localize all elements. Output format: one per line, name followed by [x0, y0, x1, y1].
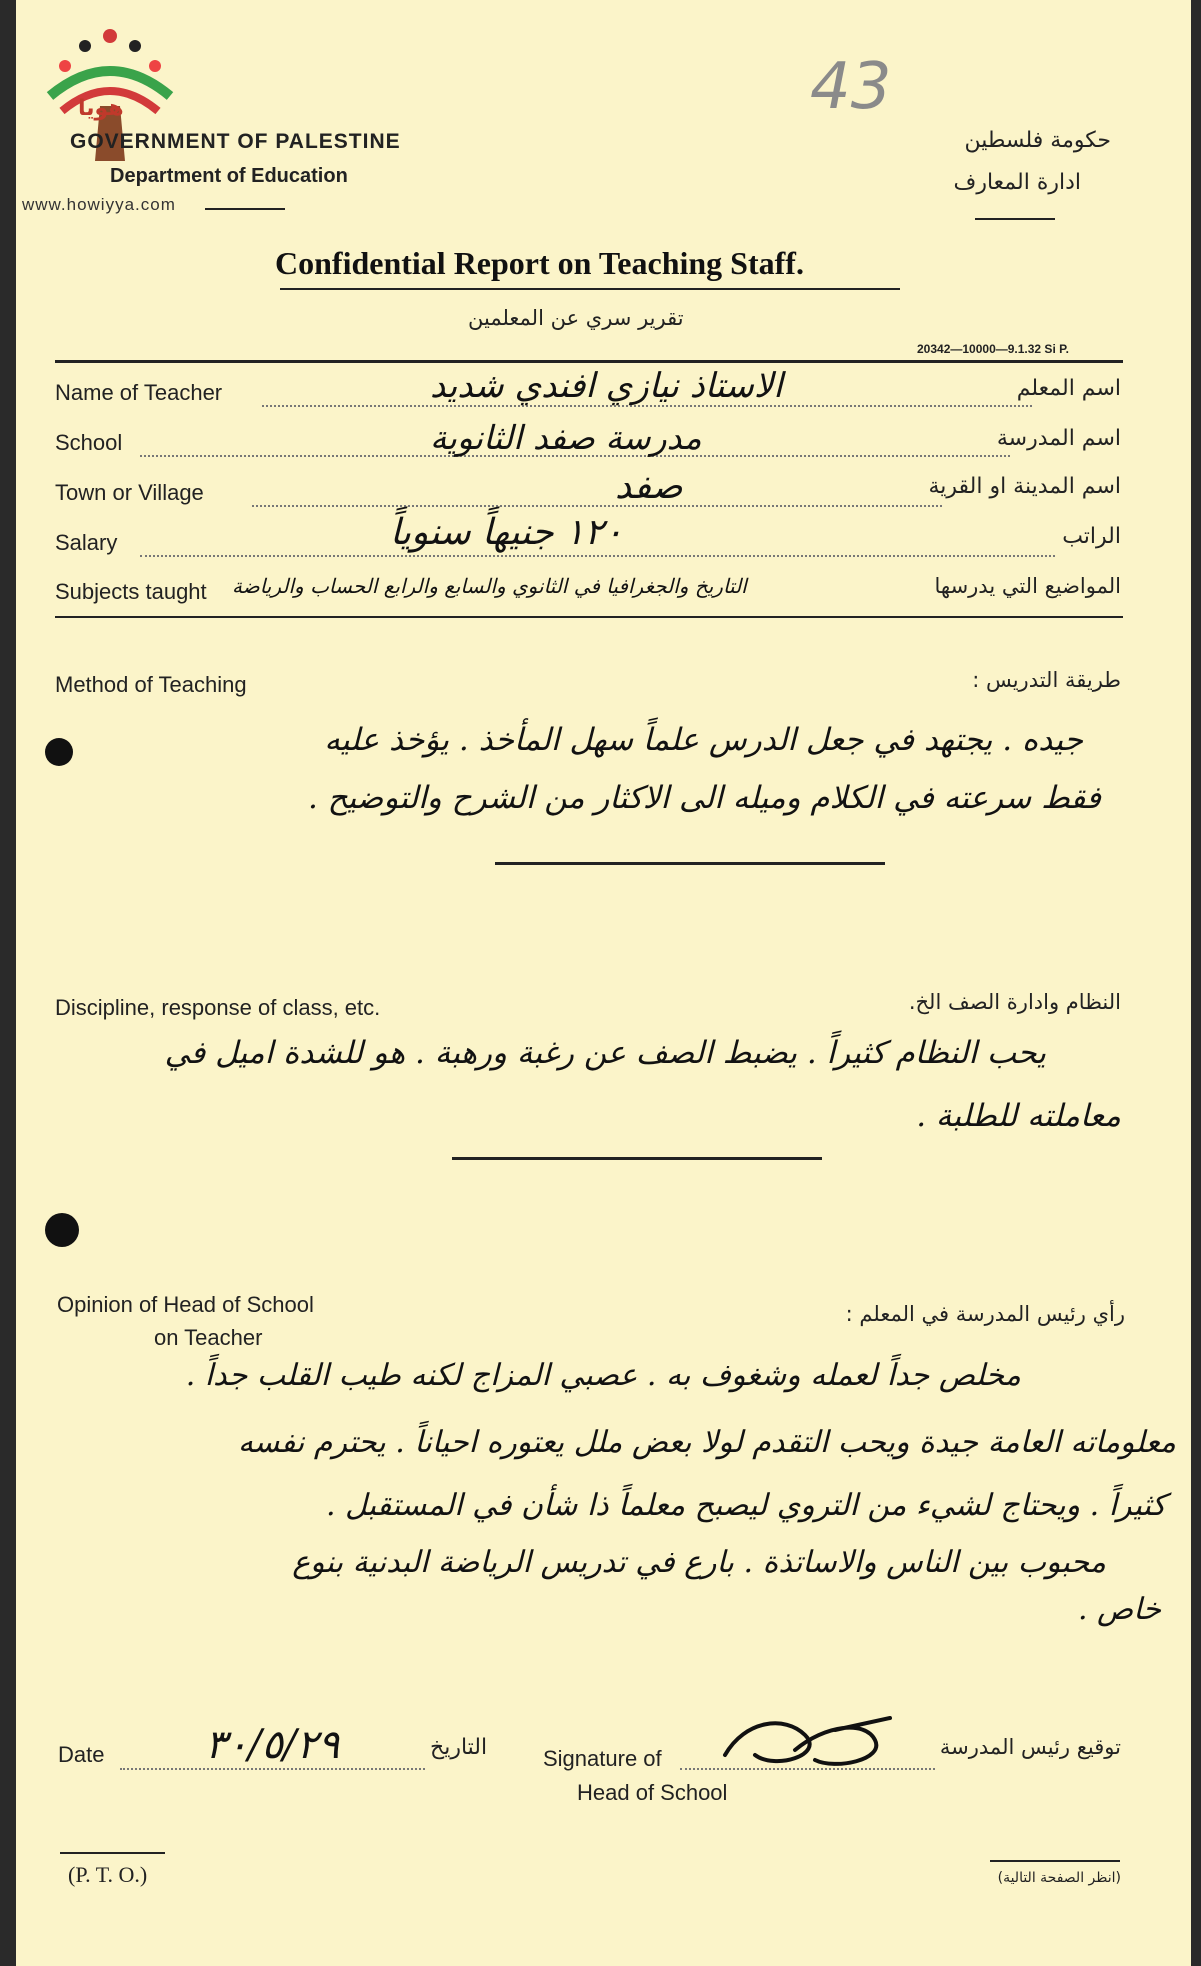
- method-line-1: جيده . يجتهد في جعل الدرس علماً سهل المأخذ . يؤخذ عليه: [324, 722, 1083, 758]
- opinion-line-5: خاص .: [1077, 1592, 1161, 1627]
- teacher-name-value: الاستاذ نيازي افندي شديد: [430, 366, 783, 406]
- opinion-label-ar: رأي رئيس المدرسة في المعلم :: [845, 1302, 1125, 1326]
- discipline-line-2: معاملته للطلبة .: [916, 1098, 1121, 1134]
- town-dots: [252, 505, 942, 507]
- fields-rule: [55, 616, 1123, 618]
- date-value: ٣٠/٥/٢٩: [205, 1722, 340, 1768]
- pto-label-ar: (انظر الصفحة التالية): [997, 1870, 1121, 1886]
- footer-rule-right: [990, 1860, 1120, 1862]
- header-rule-right: [975, 218, 1055, 220]
- date-label: Date: [58, 1742, 105, 1767]
- teacher-name-label-ar: اسم المعلم: [1016, 376, 1121, 401]
- discipline-line-1: يحب النظام كثيراً . يضبط الصف عن رغبة ورهبة . هو للشدة اميل في: [164, 1035, 1046, 1071]
- opinion-line-2: معلوماته العامة جيدة ويحب التقدم لولا بعض ملل يعتوره احياناً . يحترم نفسه: [237, 1425, 1176, 1460]
- town-label-ar: اسم المدينة او القرية: [928, 474, 1121, 499]
- signature-label-line-2: Head of School: [577, 1780, 728, 1805]
- signature-label-ar: توقيع رئيس المدرسة: [939, 1735, 1121, 1759]
- discipline-label: Discipline, response of class, etc.: [55, 995, 381, 1020]
- teacher-name-label: Name of Teacher: [55, 380, 223, 405]
- report-title-ar: تقرير سري عن المعلمين: [468, 306, 684, 330]
- punch-hole-2: [45, 1213, 79, 1247]
- report-title: Confidential Report on Teaching Staff.: [275, 245, 804, 281]
- subjects-label: Subjects taught: [55, 579, 207, 604]
- opinion-label-line-1: Opinion of Head of School: [57, 1292, 314, 1317]
- scan-edge-left: [0, 0, 16, 1966]
- discipline-end-stroke: [452, 1157, 822, 1160]
- school-value: مدرسة صفد الثانوية: [430, 418, 702, 457]
- salary-dots: [140, 555, 1055, 557]
- date-dots: [120, 1768, 425, 1770]
- watermark-url: www.howiyya.com: [22, 195, 176, 214]
- method-end-stroke: [495, 862, 885, 865]
- salary-label: Salary: [55, 530, 118, 555]
- pto-label: (P. T. O.): [68, 1862, 148, 1887]
- government-title: GOVERNMENT OF PALESTINE: [70, 130, 401, 153]
- method-label: Method of Teaching: [55, 672, 247, 697]
- date-label-ar: التاريخ: [430, 1735, 488, 1760]
- logo-text: هويا: [78, 96, 124, 121]
- opinion-line-3: كثيراً . ويحتاج لشيء من التروي ليصبح معلماً ذا شأن في المستقبل .: [325, 1488, 1166, 1523]
- print-code: 20342—10000—9.1.32 Si P.: [917, 342, 1069, 356]
- town-value: صفد: [615, 466, 683, 507]
- salary-value: ١٢٠ جنيهاً سنوياً: [390, 512, 624, 553]
- signature-scribble-icon: [715, 1710, 905, 1780]
- school-label: School: [55, 430, 123, 455]
- title-underline: [280, 288, 900, 290]
- punch-hole-1: [45, 738, 73, 766]
- footer-rule-left: [60, 1852, 165, 1854]
- opinion-label-line-2: on Teacher: [154, 1325, 263, 1350]
- school-label-ar: اسم المدرسة: [996, 426, 1121, 451]
- top-rule: [55, 360, 1123, 363]
- town-label: Town or Village: [55, 480, 204, 505]
- opinion-line-4: محبوب بين الناس والاساتذة . بارع في تدريس الرياضة البدنية بنوع: [292, 1545, 1106, 1580]
- page-number: 43: [810, 50, 892, 124]
- subjects-label-ar: المواضيع التي يدرسها: [934, 574, 1121, 598]
- method-label-ar: طريقة التدريس :: [972, 668, 1121, 692]
- department-title-ar: ادارة المعارف: [953, 170, 1081, 195]
- signature-label: Signature of: [543, 1746, 662, 1771]
- department-title: Department of Education: [110, 165, 348, 187]
- scan-edge-right: [1191, 0, 1201, 1966]
- salary-label-ar: الراتب: [1062, 524, 1121, 549]
- opinion-line-1: مخلص جداً لعمله وشغوف به . عصبي المزاج لكنه طيب القلب جداً .: [185, 1358, 1021, 1393]
- header-rule-left: [205, 208, 285, 210]
- method-line-2: فقط سرعته في الكلام وميله الى الاكثار من الشرح والتوضيح .: [307, 780, 1101, 816]
- government-title-ar: حكومة فلسطين: [964, 128, 1111, 153]
- discipline-label-ar: النظام وادارة الصف الخ.: [908, 990, 1121, 1014]
- subjects-value: التاريخ والجغرافيا في الثانوي والسابع والرابع الحساب والرياضة: [232, 574, 747, 598]
